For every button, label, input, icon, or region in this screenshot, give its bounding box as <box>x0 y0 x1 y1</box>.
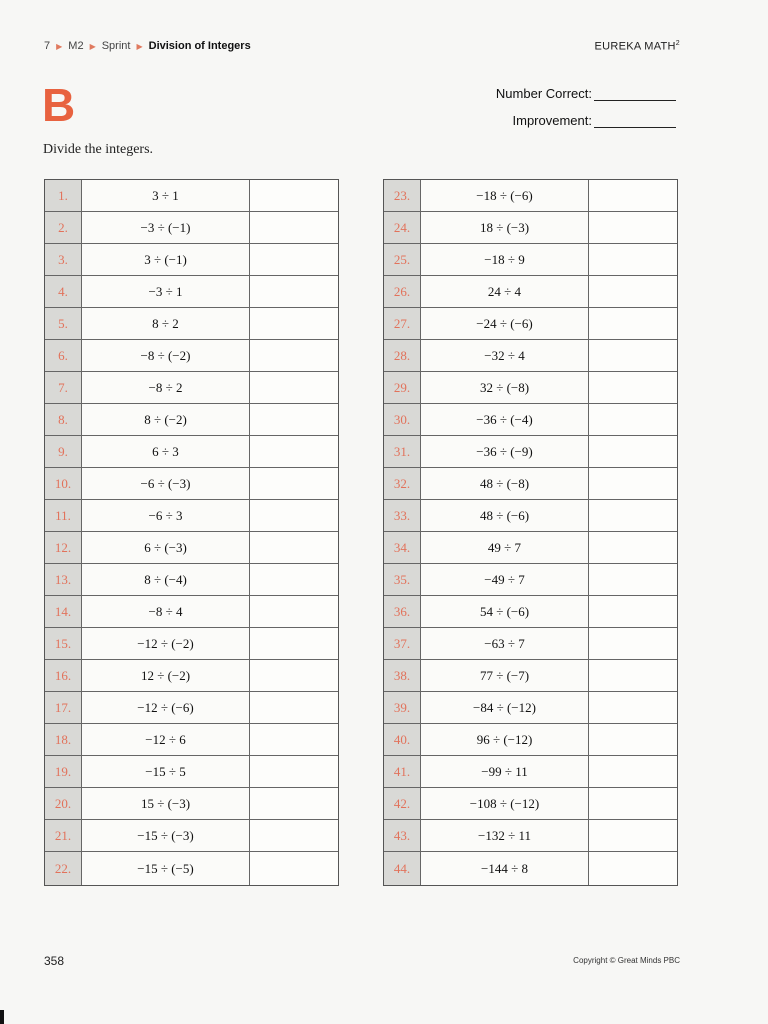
improvement-label: Improvement: <box>512 113 592 128</box>
problem-number: 3. <box>45 244 82 275</box>
problem-row <box>384 820 677 852</box>
problem-number: 1. <box>45 180 82 211</box>
answer-cell[interactable] <box>250 308 338 339</box>
breadcrumb-grade[interactable]: 7 <box>44 40 51 52</box>
answer-cell[interactable] <box>250 468 338 499</box>
copyright: Copyright © Great Minds PBC <box>573 956 680 965</box>
answer-cell[interactable] <box>250 372 338 403</box>
problem-expression: 49 ÷ 7 <box>421 532 589 563</box>
problem-expression: 48 ÷ (−8) <box>421 468 589 499</box>
problem-row <box>45 244 338 276</box>
problem-row <box>45 724 338 756</box>
problem-column-right <box>383 179 678 886</box>
brand-superscript: 2 <box>675 40 680 47</box>
problem-number: 18. <box>45 724 82 755</box>
problem-row <box>45 596 338 628</box>
problem-expression: −12 ÷ 6 <box>82 724 250 755</box>
problem-expression: −15 ÷ (−3) <box>82 820 250 851</box>
problem-row <box>45 852 338 885</box>
instructions: Divide the integers. <box>43 142 154 157</box>
answer-cell[interactable] <box>589 244 677 275</box>
problem-number: 44. <box>384 852 421 885</box>
problem-expression: 8 ÷ 2 <box>82 308 250 339</box>
problem-number: 22. <box>45 852 82 885</box>
problem-row <box>384 244 677 276</box>
answer-cell[interactable] <box>589 468 677 499</box>
problem-expression: 32 ÷ (−8) <box>421 372 589 403</box>
problem-number: 41. <box>384 756 421 787</box>
answer-cell[interactable] <box>589 276 677 307</box>
answer-cell[interactable] <box>589 212 677 243</box>
problem-expression: 12 ÷ (−2) <box>82 660 250 691</box>
problem-row <box>384 532 677 564</box>
brand-logo <box>594 40 680 53</box>
version-letter: B <box>42 79 76 131</box>
number-correct-line <box>496 86 676 101</box>
problem-row <box>384 372 677 404</box>
problem-row <box>384 692 677 724</box>
problem-row <box>384 628 677 660</box>
problem-expression: −18 ÷ (−6) <box>421 180 589 211</box>
problem-row <box>45 820 338 852</box>
answer-cell[interactable] <box>589 308 677 339</box>
problem-row <box>45 756 338 788</box>
problem-expression: 3 ÷ (−1) <box>82 244 250 275</box>
problem-number: 12. <box>45 532 82 563</box>
answer-cell[interactable] <box>250 756 338 787</box>
problem-row <box>384 340 677 372</box>
problem-number: 24. <box>384 212 421 243</box>
problem-expression: 6 ÷ 3 <box>82 436 250 467</box>
problem-number: 5. <box>45 308 82 339</box>
problem-expression: −63 ÷ 7 <box>421 628 589 659</box>
problem-number: 10. <box>45 468 82 499</box>
problem-expression: −32 ÷ 4 <box>421 340 589 371</box>
problem-number: 21. <box>45 820 82 851</box>
problem-number: 19. <box>45 756 82 787</box>
answer-cell[interactable] <box>250 852 338 885</box>
problem-number: 8. <box>45 404 82 435</box>
breadcrumb-module[interactable]: M2 <box>68 40 84 52</box>
problem-number: 27. <box>384 308 421 339</box>
answer-cell[interactable] <box>250 788 338 819</box>
improvement-line <box>496 113 676 128</box>
problem-expression: −15 ÷ 5 <box>82 756 250 787</box>
answer-cell[interactable] <box>589 820 677 851</box>
problem-expression: −144 ÷ 8 <box>421 852 589 885</box>
problem-expression: 15 ÷ (−3) <box>82 788 250 819</box>
answer-cell[interactable] <box>250 564 338 595</box>
problem-expression: −36 ÷ (−4) <box>421 404 589 435</box>
problem-row <box>45 628 338 660</box>
problem-number: 4. <box>45 276 82 307</box>
problem-expression: 18 ÷ (−3) <box>421 212 589 243</box>
problem-expression: −15 ÷ (−5) <box>82 852 250 885</box>
problem-row <box>384 756 677 788</box>
page-number: 358 <box>44 954 65 968</box>
problem-expression: −24 ÷ (−6) <box>421 308 589 339</box>
answer-cell[interactable] <box>589 532 677 563</box>
problem-expression: 8 ÷ (−2) <box>82 404 250 435</box>
problem-row <box>384 500 677 532</box>
problem-row <box>384 308 677 340</box>
problem-row <box>45 660 338 692</box>
problem-row <box>45 692 338 724</box>
problem-number: 32. <box>384 468 421 499</box>
improvement-blank[interactable] <box>594 115 676 128</box>
problem-expression: −8 ÷ (−2) <box>82 340 250 371</box>
problem-row <box>384 852 677 885</box>
answer-cell[interactable] <box>589 596 677 627</box>
problem-number: 7. <box>45 372 82 403</box>
problem-row <box>45 564 338 596</box>
problem-number: 23. <box>384 180 421 211</box>
answer-cell[interactable] <box>250 628 338 659</box>
problem-expression: 48 ÷ (−6) <box>421 500 589 531</box>
problem-number: 28. <box>384 340 421 371</box>
chevron-right-icon: ▶ <box>89 41 96 51</box>
problem-number: 43. <box>384 820 421 851</box>
answer-cell[interactable] <box>250 820 338 851</box>
problem-row <box>384 660 677 692</box>
answer-cell[interactable] <box>250 180 338 211</box>
problem-expression: −132 ÷ 11 <box>421 820 589 851</box>
problem-row <box>45 180 338 212</box>
problem-row <box>45 276 338 308</box>
problem-expression: −99 ÷ 11 <box>421 756 589 787</box>
problem-row <box>384 596 677 628</box>
breadcrumb-current: Division of Integers <box>148 40 251 52</box>
answer-cell[interactable] <box>589 500 677 531</box>
answer-cell[interactable] <box>250 500 338 531</box>
answer-cell[interactable] <box>589 852 677 885</box>
problem-expression: −8 ÷ 2 <box>82 372 250 403</box>
problem-row <box>384 404 677 436</box>
problem-expression: −84 ÷ (−12) <box>421 692 589 723</box>
answer-cell[interactable] <box>250 276 338 307</box>
problem-row <box>45 500 338 532</box>
problem-row <box>45 212 338 244</box>
problem-number: 11. <box>45 500 82 531</box>
answer-cell[interactable] <box>250 724 338 755</box>
problem-number: 16. <box>45 660 82 691</box>
problem-number: 13. <box>45 564 82 595</box>
problem-number: 37. <box>384 628 421 659</box>
problem-number: 9. <box>45 436 82 467</box>
problem-expression: −6 ÷ (−3) <box>82 468 250 499</box>
problem-number: 29. <box>384 372 421 403</box>
number-correct-label: Number Correct: <box>495 86 592 101</box>
answer-cell[interactable] <box>250 660 338 691</box>
answer-cell[interactable] <box>250 532 338 563</box>
problem-number: 42. <box>384 788 421 819</box>
problem-row <box>45 340 338 372</box>
problem-expression: −36 ÷ (−9) <box>421 436 589 467</box>
chevron-right-icon: ▶ <box>56 41 63 51</box>
problem-number: 25. <box>384 244 421 275</box>
problem-number: 26. <box>384 276 421 307</box>
answer-cell[interactable] <box>250 340 338 371</box>
problem-number: 38. <box>384 660 421 691</box>
problem-row <box>45 468 338 500</box>
problem-number: 36. <box>384 596 421 627</box>
problem-expression: −3 ÷ 1 <box>82 276 250 307</box>
breadcrumb-section[interactable]: Sprint <box>101 40 131 52</box>
answer-cell[interactable] <box>589 436 677 467</box>
problem-expression: −6 ÷ 3 <box>82 500 250 531</box>
problem-row <box>384 180 677 212</box>
problem-row <box>384 212 677 244</box>
problem-number: 31. <box>384 436 421 467</box>
answer-cell[interactable] <box>250 244 338 275</box>
problem-number: 15. <box>45 628 82 659</box>
problem-row <box>45 436 338 468</box>
problem-expression: 24 ÷ 4 <box>421 276 589 307</box>
problem-expression: −8 ÷ 4 <box>82 596 250 627</box>
problem-expression: 54 ÷ (−6) <box>421 596 589 627</box>
problem-number: 34. <box>384 532 421 563</box>
problem-number: 20. <box>45 788 82 819</box>
problem-number: 39. <box>384 692 421 723</box>
problem-row <box>384 564 677 596</box>
answer-cell[interactable] <box>589 564 677 595</box>
answer-cell[interactable] <box>589 788 677 819</box>
problem-number: 33. <box>384 500 421 531</box>
problem-number: 40. <box>384 724 421 755</box>
answer-cell[interactable] <box>250 596 338 627</box>
answer-cell[interactable] <box>589 660 677 691</box>
problem-expression: −3 ÷ (−1) <box>82 212 250 243</box>
answer-cell[interactable] <box>589 340 677 371</box>
answer-cell[interactable] <box>589 724 677 755</box>
problem-expression: −49 ÷ 7 <box>421 564 589 595</box>
problem-number: 35. <box>384 564 421 595</box>
answer-cell[interactable] <box>589 756 677 787</box>
problem-row <box>384 724 677 756</box>
answer-cell[interactable] <box>250 212 338 243</box>
problem-expression: 6 ÷ (−3) <box>82 532 250 563</box>
chevron-right-icon: ▶ <box>136 41 143 51</box>
answer-cell[interactable] <box>250 436 338 467</box>
problem-expression: −12 ÷ (−6) <box>82 692 250 723</box>
problem-row <box>45 372 338 404</box>
answer-cell[interactable] <box>589 180 677 211</box>
answer-cell[interactable] <box>589 692 677 723</box>
scan-mark <box>0 1010 4 1024</box>
problem-row <box>45 308 338 340</box>
problem-expression: −12 ÷ (−2) <box>82 628 250 659</box>
problem-expression: −108 ÷ (−12) <box>421 788 589 819</box>
problem-expression: −18 ÷ 9 <box>421 244 589 275</box>
problem-row <box>45 532 338 564</box>
problem-number: 6. <box>45 340 82 371</box>
problem-number: 17. <box>45 692 82 723</box>
answer-cell[interactable] <box>250 692 338 723</box>
problem-row <box>384 468 677 500</box>
problem-row <box>45 788 338 820</box>
problem-column-left <box>44 179 339 886</box>
problem-number: 30. <box>384 404 421 435</box>
brand-name: EUREKA MATH <box>594 40 676 53</box>
problem-row <box>45 404 338 436</box>
problem-row <box>384 788 677 820</box>
answer-cell[interactable] <box>250 404 338 435</box>
problem-expression: 8 ÷ (−4) <box>82 564 250 595</box>
problem-row <box>384 436 677 468</box>
problem-row <box>384 276 677 308</box>
problem-number: 2. <box>45 212 82 243</box>
problem-expression: 77 ÷ (−7) <box>421 660 589 691</box>
number-correct-blank[interactable] <box>594 88 676 101</box>
breadcrumb <box>44 40 251 52</box>
score-box <box>496 86 676 140</box>
problem-expression: 3 ÷ 1 <box>82 180 250 211</box>
answer-cell[interactable] <box>589 404 677 435</box>
problem-expression: 96 ÷ (−12) <box>421 724 589 755</box>
answer-cell[interactable] <box>589 628 677 659</box>
problem-number: 14. <box>45 596 82 627</box>
answer-cell[interactable] <box>589 372 677 403</box>
